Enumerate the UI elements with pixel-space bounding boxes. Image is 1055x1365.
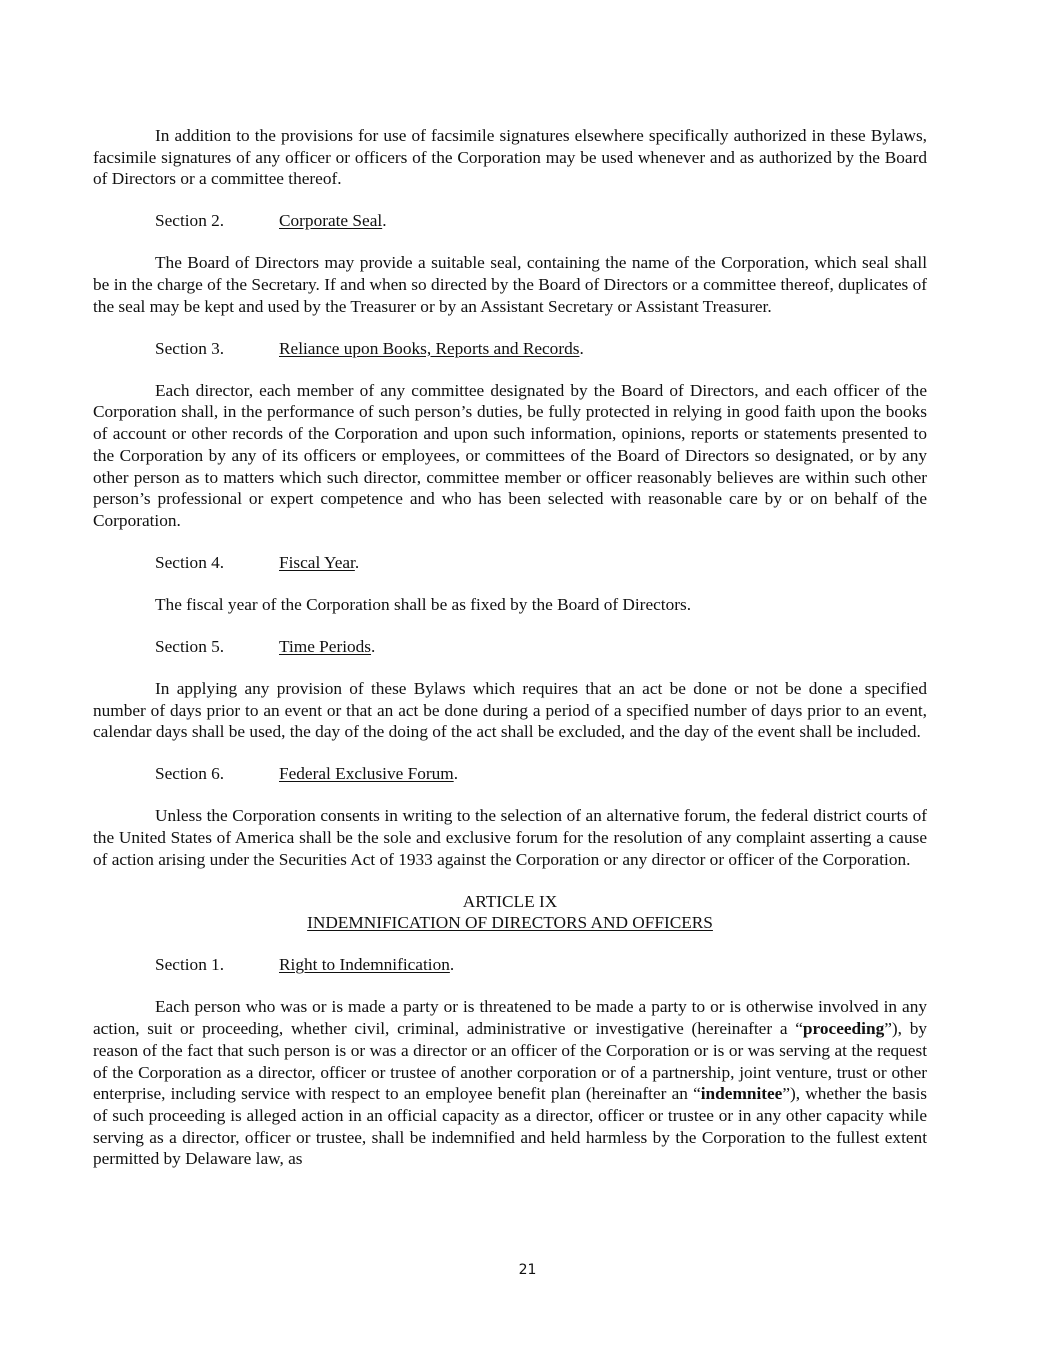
section-title-period: . [449, 955, 455, 975]
section-3-heading [93, 338, 927, 360]
paragraph-federal-forum: Unless the Corporation consents in writing to the selection of an alternative forum, the federal district courts of the United States of America shall be the sole and exclusive forum for the resolution of any complaint asserting a cause of action arising under the Securities Act of 1933 against the Corporation or any director or officer of the Corporation. [93, 806, 927, 869]
section-4-heading [93, 552, 927, 574]
section-title: Right to Indemnification [279, 955, 450, 975]
section-5-heading [93, 636, 927, 658]
document-page [93, 125, 927, 1170]
section-title: Corporate Seal [279, 211, 383, 231]
indemnification-text-part-1: Each person who was or is made a party or is threatened to be made a party to or is otherwise involved in any action, suit or proceeding, whether civil, criminal, administrative or investigative (hereinafter a “ [93, 997, 927, 1039]
paragraph-corporate-seal: The Board of Directors may provide a suitable seal, containing the name of the Corporation, which seal shall be in the charge of the Secretary. If and when so directed by the Board of Directors or a committee thereof, duplicates of the seal may be kept and used by the Treasurer or by an Assistant Secretary or Assistant Treasurer. [93, 253, 927, 316]
section-number: Section 3. [155, 338, 225, 358]
section-title-period: . [579, 338, 584, 358]
section-number: Section 5. [155, 636, 225, 656]
paragraph-reliance-on-records: Each director, each member of any committee designated by the Board of Directors, and each officer of the Corporation shall, in the performance of such person’s duties, be fully protected in relying in good faith upon the books of account or other records of the Corporation and upon such information, opinions, reports or statements presented to the Corporation by any of its officers or employees, or committees of the Board of Directors so designated, or by any other person as to matters which such director, committee member or officer reasonably believes are within such other person’s professional or expert competence and who has been selected with reasonable care by or on behalf of the Corporation. [93, 380, 927, 530]
section-title: Fiscal Year [279, 553, 355, 572]
section-number: Section 6. [155, 764, 225, 784]
article-heading [93, 891, 927, 934]
paragraph-fiscal-year: The fiscal year of the Corporation shall be as fixed by the Board of Directors. [155, 594, 692, 614]
paragraph-facsimile-signatures: In addition to the provisions for use of facsimile signatures elsewhere specifically authorized in these Bylaws, facsimile signatures of any officer or officers of the Corporation may be used whenever and as authorized by the Board of Directors or a committee thereof. [93, 126, 927, 189]
section-title: Time Periods [279, 636, 372, 656]
section-title: Reliance upon Books, Reports and Records [279, 338, 580, 358]
paragraph-time-periods: In applying any provision of these Bylaws which requires that an act be done or not be done a specified number of days prior to an event or that an act be done during a period of a specified number of days prior to an event, calendar days shall be used, the day of the doing of the act shall be excluded, and the day of the event shall be included. [93, 678, 927, 742]
section-number: Section 2. [155, 211, 225, 231]
section-2-heading [93, 210, 927, 232]
paragraph-right-to-indemnification [93, 996, 927, 1170]
article-title: INDEMNIFICATION OF DIRECTORS AND OFFICERS [307, 913, 713, 933]
article-label: ARTICLE IX [462, 891, 558, 911]
defined-term-indemnitee: indemnitee [700, 1084, 783, 1104]
section-number: Section 1. [155, 955, 225, 975]
section-number: Section 4. [155, 553, 225, 572]
article-9-section-1-heading [93, 954, 927, 976]
section-6-heading [93, 763, 927, 785]
section-title: Federal Exclusive Forum [279, 764, 454, 784]
section-title-period: . [382, 211, 387, 231]
section-title-period: . [453, 764, 459, 784]
defined-term-proceeding: proceeding [802, 1019, 885, 1039]
page-number: 21 [518, 1262, 537, 1278]
indemnification-text-part-2: ”), by reason of the fact that such person is or was a director or an officer of the Corporation or is or was serving at the request of the Corporation as a director, officer or trustee of another corporation or of a partnership, joint venture, trust or other enterprise, including service with respect to an employee benefit plan (hereinafter an “ [93, 1019, 927, 1104]
indemnification-text-part-3: ”), whether the basis of such proceeding is alleged action in an official capacity as a director, officer or trustee or in any other capacity while serving as a director, officer or trustee, shall be indemnified and held harmless by the Corporation to the fullest extent permitted by Delaware law, as [93, 1084, 927, 1169]
section-title-period: . [371, 636, 376, 656]
section-title-period: . [354, 553, 360, 572]
